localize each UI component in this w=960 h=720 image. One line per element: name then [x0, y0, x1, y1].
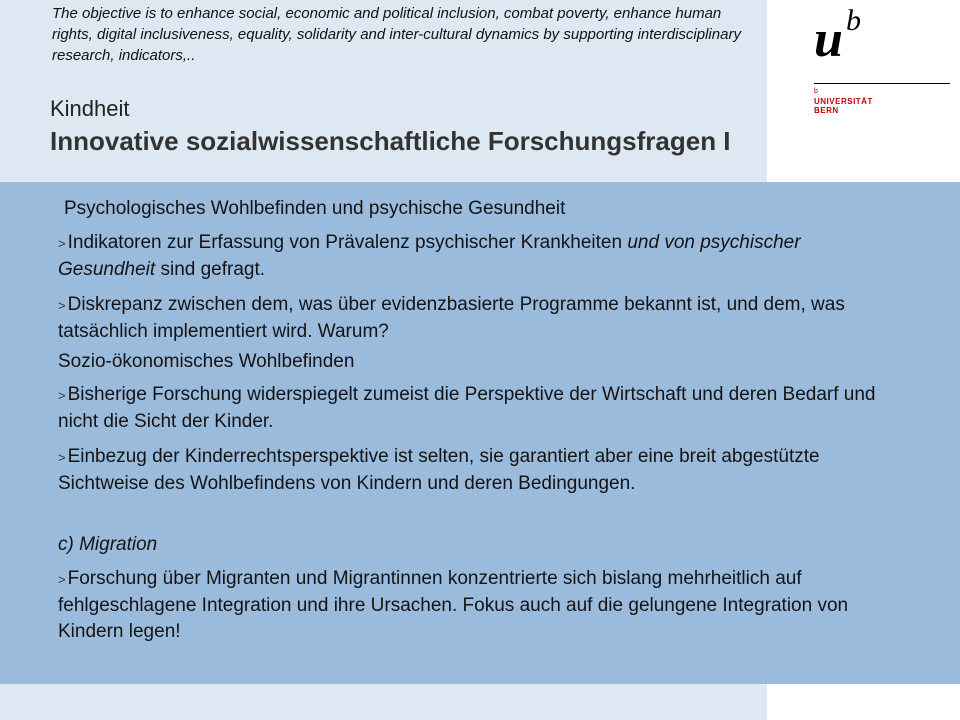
item-text: Diskrepanz zwischen dem, was über evidenzbasierte Programme bekannt ist, und dem, was tatsächlich implementiert wird. Warum? — [58, 294, 845, 342]
section-heading-migration — [58, 532, 893, 558]
bullet-icon: > — [58, 388, 66, 403]
logo-mark-u: u — [814, 11, 843, 68]
item-text: Einbezug der Kinderrechtsperspektive ist selten, sie garantiert aber eine breit abgestützte Sichtweise des Wohlbefindens von Kindern und deren Bedingungen. — [58, 446, 820, 494]
logo-mark-b: b — [846, 4, 861, 37]
bullet-icon: > — [58, 298, 66, 313]
objective-note: The objective is to enhance social, economic and political inclusion, combat poverty, enhance human rights, digital inclusiveness, equality, solidarity and inter-cultural dynamics by supporting interdisciplinary research, indicators,.. — [52, 5, 741, 64]
logo-name-line1: UNIVERSITÄT — [814, 97, 873, 106]
list-item — [58, 292, 893, 345]
bullet-icon: > — [58, 236, 66, 251]
footer-band — [0, 684, 767, 720]
slide-title: Innovative sozialwissenschaftliche Forschungsfragen I — [50, 126, 731, 156]
list-item — [58, 230, 893, 283]
bullet-icon: > — [58, 572, 66, 587]
item-text: Forschung über Migranten und Migrantinnen konzentrierte sich bislang mehrheitlich auf fehlgeschlagene Integration und ihre Ursachen. Fokus auch auf die gelungene Integration von Kindern legen! — [58, 568, 849, 642]
logo-small-b: b — [814, 88, 818, 95]
list-item — [58, 566, 893, 645]
item-text: sind gefragt. — [155, 259, 266, 280]
list-item — [58, 444, 893, 497]
logo-name-line2: BERN — [814, 106, 839, 115]
list-item — [58, 382, 893, 435]
section-heading-psychological: Psychologisches Wohlbefinden und psychische Gesundheit — [64, 198, 566, 219]
logo-area — [767, 0, 960, 182]
item-text: Bisherige Forschung widerspiegelt zumeist die Perspektive der Wirtschaft und deren Bedarf und nicht die Sicht der Kinder. — [58, 384, 876, 432]
logo-divider — [814, 83, 950, 84]
bullet-icon: > — [58, 450, 66, 465]
section-heading-socioeconomic: Sozio-ökonomisches Wohlbefinden — [58, 351, 355, 372]
item-text: Indikatoren zur Erfassung von Prävalenz psychischer Krankheiten — [67, 232, 628, 253]
section-heading-text: c) Migration — [58, 534, 158, 555]
slide-kicker: Kindheit — [50, 96, 130, 121]
item-text-emphasis: und von psychischer Gesundheit — [58, 232, 801, 280]
